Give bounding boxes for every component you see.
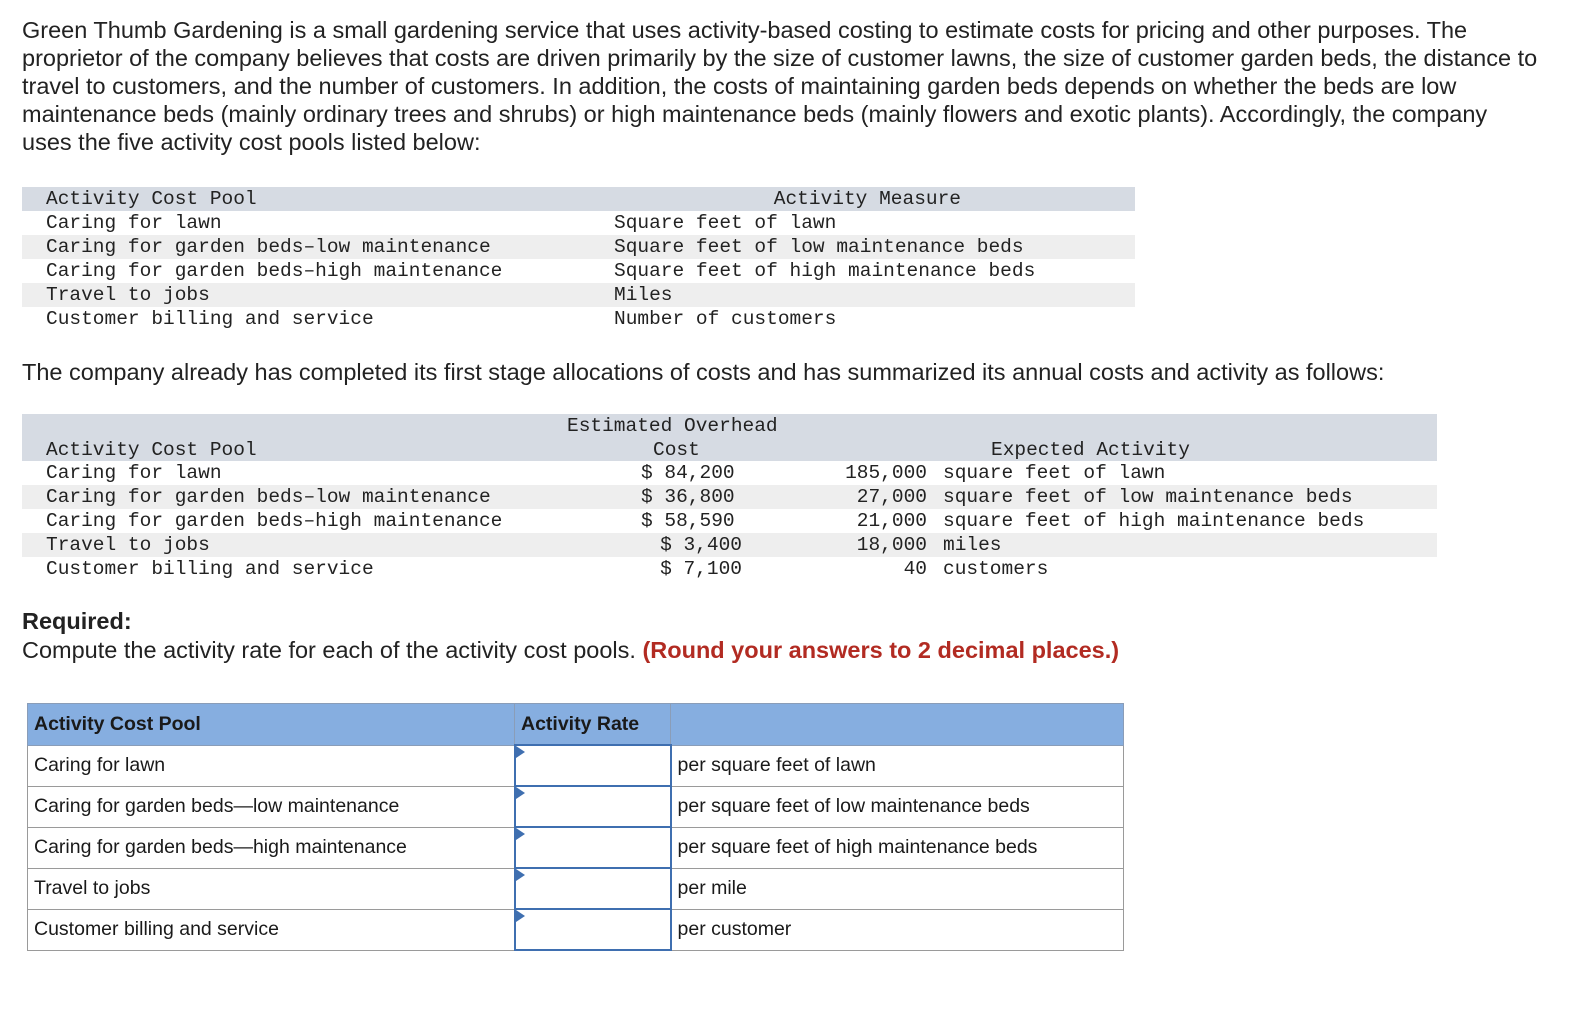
overhead-cost: $ 7,100 [660,558,742,580]
pool-name: Customer billing and service [46,308,374,330]
table-row [22,307,1135,331]
activity-quantity: 185,000 [845,462,927,484]
pool-name: Caring for garden beds–high maintenance [46,260,503,282]
table-row [22,211,1135,235]
activity-unit: miles [943,534,1002,556]
pools-table-header [22,187,1135,211]
table-row [28,786,1124,827]
activity-rate-answer-table [27,703,1124,951]
overhead-cost: $ 36,800 [641,486,735,508]
rate-unit: per square feet of high maintenance beds [671,827,1124,868]
rate-cell [515,909,671,950]
header-activity-rate: Activity Rate [515,704,671,746]
rate-unit: per mile [671,868,1124,909]
rate-cell [515,827,671,868]
overhead-cost: $ 58,590 [641,510,735,532]
costs-table-header [22,414,1437,461]
pool-name: Travel to jobs [28,868,515,909]
customer-billing-rate-input[interactable] [516,910,670,949]
input-marker-icon [516,787,525,799]
table-row [22,509,1437,533]
pool-name: Customer billing and service [28,909,515,950]
pool-name: Caring for garden beds–low maintenance [46,486,491,508]
activity-measure: Square feet of lawn [614,212,837,234]
header-activity-cost-pool: Activity Cost Pool [28,704,515,746]
table-row [22,557,1437,581]
pool-name: Customer billing and service [46,558,374,580]
activity-quantity: 27,000 [856,486,927,508]
activity-quantity: 40 [903,558,927,580]
rate-unit: per square feet of lawn [671,745,1124,786]
input-marker-icon [516,746,525,758]
activity-pools-table [22,187,1135,331]
table-row [22,533,1437,557]
table-row [22,485,1437,509]
overhead-cost: $ 3,400 [660,534,742,556]
activity-measure: Miles [614,284,673,306]
pool-name: Caring for lawn [46,462,222,484]
table-row [22,461,1437,485]
input-marker-icon [516,869,525,881]
pool-name: Caring for garden beds—low maintenance [28,786,515,827]
lawn-rate-input[interactable] [516,746,670,785]
pool-name: Caring for lawn [28,745,515,786]
header-estimated-overhead: Estimated Overhead [567,415,778,437]
table-row [22,235,1135,259]
travel-rate-input[interactable] [516,869,670,908]
table-row [28,868,1124,909]
low-maintenance-rate-input[interactable] [516,787,670,826]
pool-name: Caring for garden beds–low maintenance [46,236,491,258]
activity-quantity: 18,000 [856,534,927,556]
summary-paragraph: The company already has completed its first stage allocations of costs and has summarized its annual costs and activity as follows: [22,359,1385,385]
rounding-note: (Round your answers to 2 decimal places.) [642,637,1120,663]
table-row [22,259,1135,283]
rate-unit: per customer [671,909,1124,950]
activity-unit: square feet of low maintenance beds [943,486,1353,508]
activity-quantity: 21,000 [856,510,927,532]
rate-cell [515,745,671,786]
header-unit [671,704,1124,746]
table-row [22,283,1135,307]
table-row [28,827,1124,868]
high-maintenance-rate-input[interactable] [516,828,670,867]
header-cost: Cost [653,439,700,461]
pool-name: Caring for lawn [46,212,222,234]
pool-name: Travel to jobs [46,284,210,306]
header-activity-measure: Activity Measure [773,188,961,210]
activity-measure: Number of customers [614,308,837,330]
overhead-cost: $ 84,200 [641,462,735,484]
rate-unit: per square feet of low maintenance beds [671,786,1124,827]
rate-cell [515,786,671,827]
activity-unit: square feet of high maintenance beds [943,510,1365,532]
pool-name: Caring for garden beds–high maintenance [46,510,503,532]
rate-cell [515,868,671,909]
activity-measure: Square feet of high maintenance beds [614,260,1036,282]
input-marker-icon [516,910,525,922]
costs-activity-table [22,414,1437,581]
pool-name: Caring for garden beds—high maintenance [28,827,515,868]
input-marker-icon [516,828,525,840]
answer-table-header [28,704,1124,746]
activity-unit: square feet of lawn [943,462,1166,484]
activity-measure: Square feet of low maintenance beds [614,236,1024,258]
pool-name: Travel to jobs [46,534,210,556]
required-label: Required: [22,608,132,634]
header-activity-cost-pool: Activity Cost Pool [46,188,257,210]
table-row [28,909,1124,950]
header-expected-activity: Expected Activity [991,439,1190,461]
activity-unit: customers [943,558,1049,580]
header-activity-cost-pool: Activity Cost Pool [46,439,257,461]
intro-paragraph: Green Thumb Gardening is a small gardening service that uses activity-based costing to estimate costs for pricing and other purposes. The proprietor of the company believes that costs are driven primarily by the size of customer lawns, the size of customer garden beds, the distance to travel to customers, and the number of customers. In addition, the costs of maintaining garden beds depends on whether the beds are low maintenance beds (mainly ordinary trees and shrubs) or high maintenance beds (mainly flowers and exotic plants). Accordingly, the company uses the five activity cost pools listed below: [22,17,1538,155]
required-section [22,607,1542,665]
table-row [28,745,1124,786]
required-instruction: Compute the activity rate for each of the activity cost pools. [22,637,636,663]
